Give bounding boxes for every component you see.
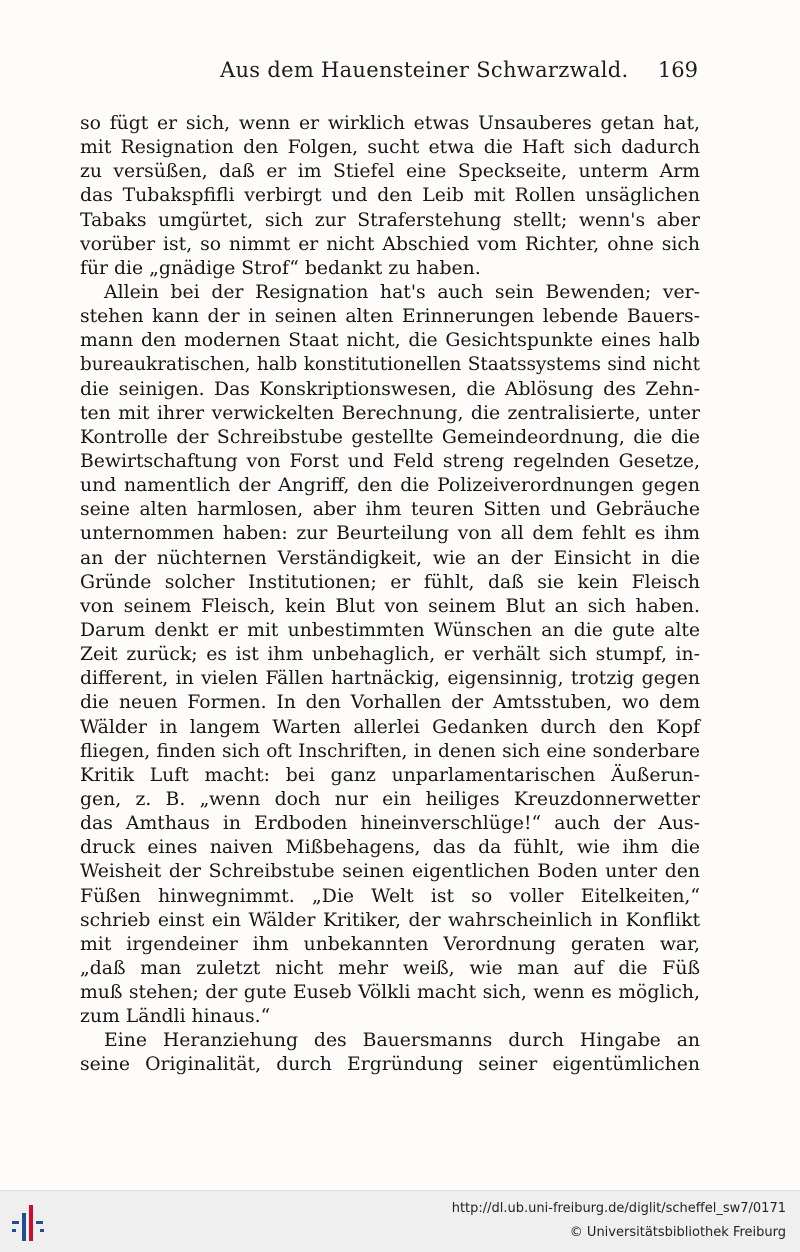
text-line: Wälder in langem Warten allerlei Gedanken durch den Kopf: [80, 716, 700, 738]
text-line: Füßen hinwegnimmt. „Die Welt ist so voller Eitelkeiten,“: [80, 885, 700, 907]
text-line: different, in vielen Fällen hartnäckig, eigensinnig, trotzig gegen: [80, 668, 700, 690]
text-line: Kritik Luft macht: bei ganz unparlamentarischen Äußerun-: [80, 764, 700, 786]
text-line: unternommen haben: zur Beurteilung von all dem fehlt es ihm: [80, 523, 700, 545]
text-line: „daß man zuletzt nicht mehr weiß, wie man auf die Füß: [80, 957, 700, 979]
text-line: mit irgendeiner ihm unbekannten Verordnung geraten war,: [80, 933, 700, 955]
text-line: fliegen, finden sich oft Inschriften, in denen sich eine sonderbare: [80, 740, 700, 762]
text-line: schrieb einst ein Wälder Kritiker, der wahrscheinlich in Konflikt: [80, 909, 700, 931]
permalink-link[interactable]: http://dl.ub.uni-freiburg.de/diglit/scheffel_sw7/0171: [451, 1201, 786, 1216]
text-line: an der nüchternen Verständigkeit, wie an der Einsicht in die: [80, 547, 700, 569]
text-line: muß stehen; der gute Euseb Völkli macht sich, wenn es möglich,: [80, 982, 700, 1004]
text-line: bureaukratischen, halb konstitutionellen Staatssystems sind nicht: [80, 354, 700, 376]
paragraph-start-line: Allein bei der Resignation hat's auch sein Bewenden; ver-: [104, 281, 700, 303]
text-line: Gründe solcher Institutionen; er fühlt, daß sie kein Fleisch: [80, 571, 700, 593]
text-line: von seinem Fleisch, kein Blut von seinem Blut an sich haben.: [80, 595, 700, 617]
text-line: Weisheit der Schreibstube seinen eigentlichen Boden unter den: [80, 861, 700, 883]
body-text: [80, 112, 700, 1078]
viewer-footer: [0, 1190, 800, 1252]
text-line: mit Resignation den Folgen, sucht etwa die Haft sich dadurch: [80, 137, 700, 159]
text-line: druck eines naiven Mißbehagens, das da fühlt, wie ihm die: [80, 837, 700, 859]
text-line: Tabaks umgürtet, sich zur Straferstehung stellt; wenn's aber: [80, 209, 700, 231]
text-line: so fügt er sich, wenn er wirklich etwas Unsauberes getan hat,: [80, 113, 700, 134]
text-line: für die „gnädige Strof“ bedankt zu haben.: [80, 257, 481, 279]
text-line: das Tubakspfifli verbirgt und den Leib mit Rollen unsäglichen: [80, 185, 700, 207]
text-line: Bewirtschaftung von Forst und Feld streng regelnden Gesetze,: [80, 450, 700, 472]
text-line: die neuen Formen. In den Vorhallen der Amtsstuben, wo dem: [80, 692, 700, 714]
text-line: vorüber ist, so nimmt er nicht Abschied vom Richter, ohne sich: [80, 233, 700, 255]
text-line: gen, z. B. „wenn doch nur ein heiliges Kreuzdonnerwetter: [80, 788, 700, 810]
text-line: Kontrolle der Schreibstube gestellte Gemeindeordnung, die die: [80, 426, 700, 448]
text-line: mann den modernen Staat nicht, die Gesichtspunkte eines halb: [80, 330, 700, 352]
ub-freiburg-logo-icon: [10, 1203, 52, 1243]
text-line: zu versüßen, daß er im Stiefel eine Speckseite, unterm Arm: [80, 161, 700, 183]
text-line: und namentlich der Angriff, den die Polizeiverordnungen gegen: [80, 475, 700, 497]
text-line: Darum denkt er mit unbestimmten Wünschen an die gute alte: [80, 619, 700, 641]
text-line: die seinigen. Das Konskriptionswesen, die Ablösung des Zehn-: [80, 378, 700, 400]
text-line: seine alten harmlosen, aber ihm teuren Sitten und Gebräuche: [80, 499, 700, 521]
page-header: [80, 58, 700, 94]
text-line: zum Ländli hinaus.“: [80, 1006, 271, 1028]
page-number: 169: [657, 58, 698, 82]
text-line: seine Originalität, durch Ergründung seiner eigentümlichen: [80, 1054, 700, 1076]
text-line: ten mit ihrer verwickelten Berechnung, die zentralisierte, unter: [80, 402, 700, 424]
text-line: das Amthaus in Erdboden hineinverschlüge!“ auch der Aus-: [80, 813, 700, 835]
running-title: Aus dem Hauensteiner Schwarzwald.: [220, 58, 629, 82]
copyright-notice: © Universitätsbibliothek Freiburg: [569, 1225, 786, 1240]
text-line: stehen kann der in seinen alten Erinnerungen lebende Bauers-: [80, 306, 700, 328]
paragraph-start-line: Eine Heranziehung des Bauersmanns durch Hingabe an: [104, 1030, 700, 1052]
text-line: Zeit zurück; es ist ihm unbehaglich, er verhält sich stumpf, in-: [80, 644, 700, 666]
